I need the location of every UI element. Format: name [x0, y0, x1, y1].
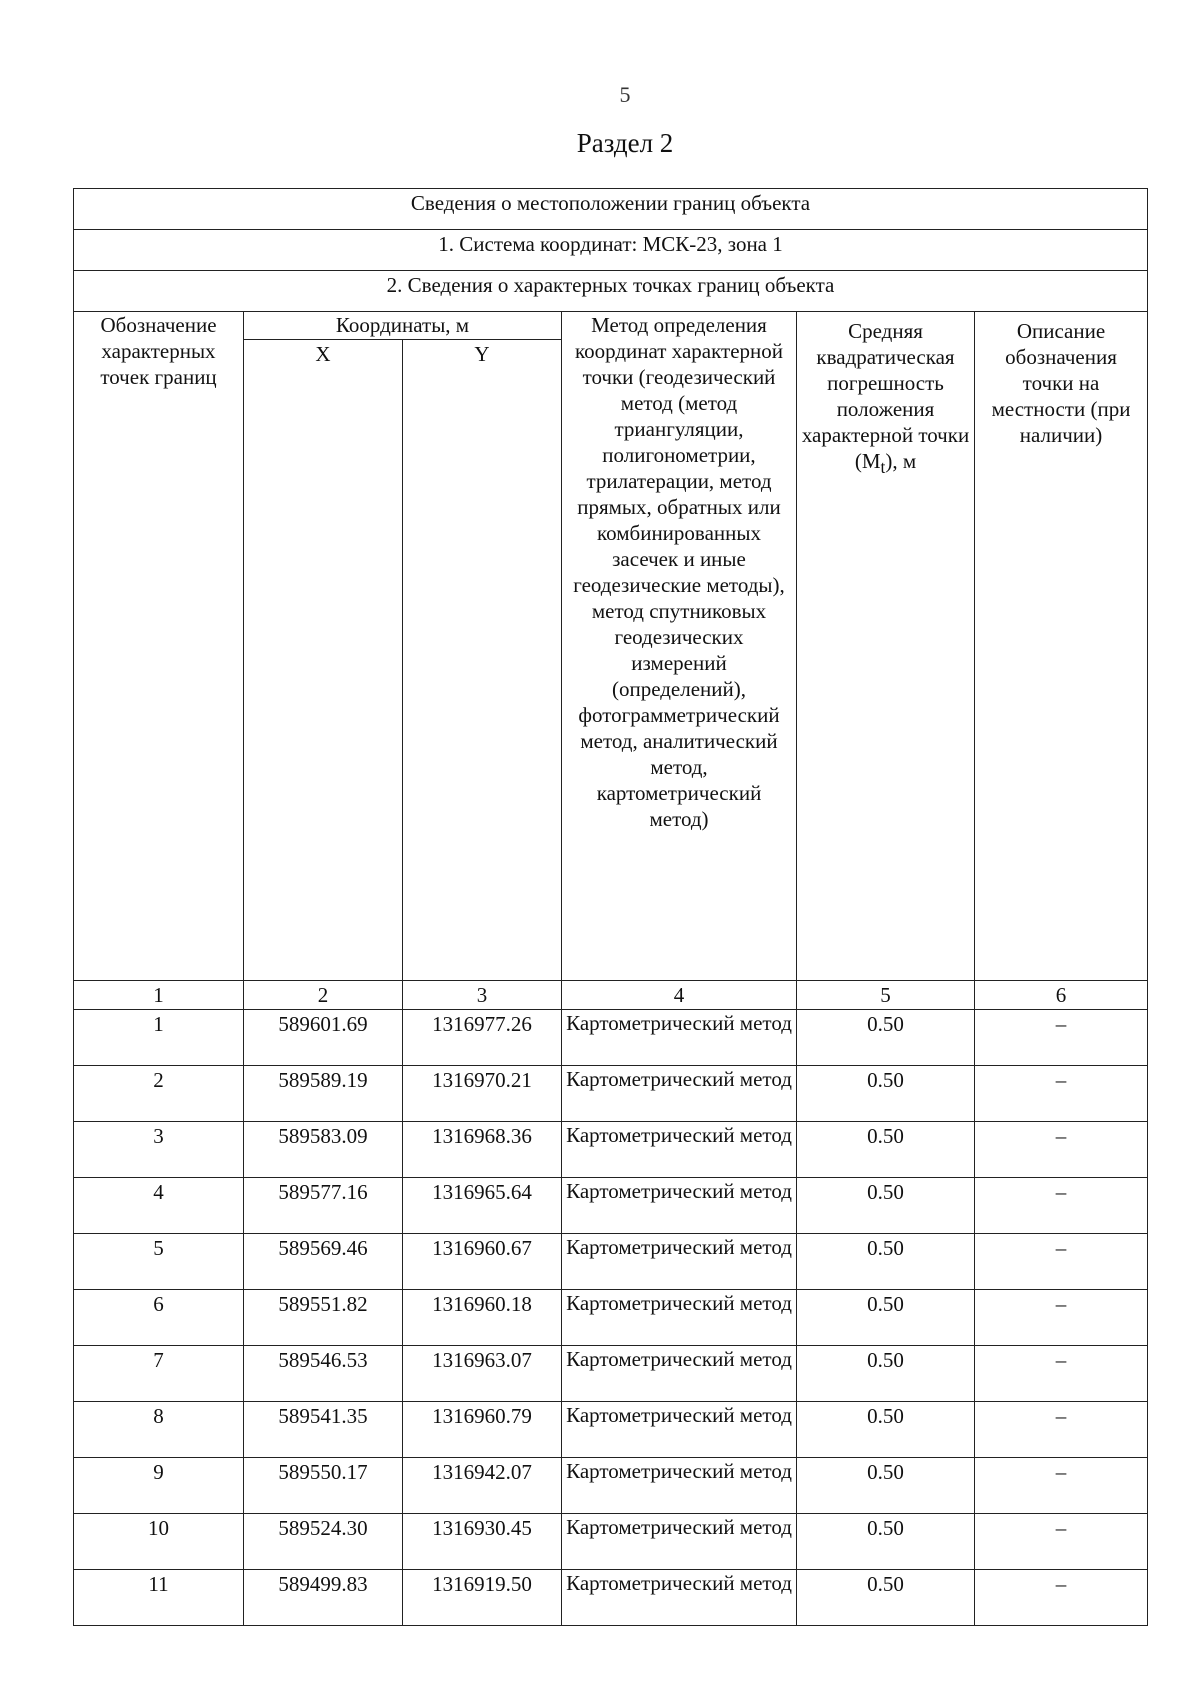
y-cell: 1316968.36	[403, 1122, 562, 1178]
point-cell: 5	[74, 1234, 244, 1290]
y-cell: 1316960.79	[403, 1402, 562, 1458]
method-cell: Картометрический метод	[562, 1570, 797, 1626]
column-number: 5	[797, 981, 975, 1010]
point-cell: 10	[74, 1514, 244, 1570]
table-row	[74, 1290, 1148, 1346]
description-cell: –	[975, 1570, 1148, 1626]
header-x: X	[244, 340, 403, 981]
column-number: 1	[74, 981, 244, 1010]
method-cell: Картометрический метод	[562, 1402, 797, 1458]
method-cell: Картометрический метод	[562, 1010, 797, 1066]
boundary-points-table	[73, 188, 1148, 1626]
page-number: 5	[619, 82, 631, 107]
accuracy-cell: 0.50	[797, 1234, 975, 1290]
table-row	[74, 1234, 1148, 1290]
x-cell: 589546.53	[244, 1346, 403, 1402]
point-cell: 6	[74, 1290, 244, 1346]
method-cell: Картометрический метод	[562, 1458, 797, 1514]
header-accuracy	[797, 312, 975, 981]
description-cell: –	[975, 1290, 1148, 1346]
table-row	[74, 1570, 1148, 1626]
header-coordinates: Координаты, м	[244, 312, 562, 340]
accuracy-cell: 0.50	[797, 1290, 975, 1346]
accuracy-cell: 0.50	[797, 1570, 975, 1626]
x-cell: 589589.19	[244, 1066, 403, 1122]
table-row	[74, 1514, 1148, 1570]
point-cell: 4	[74, 1178, 244, 1234]
description-cell: –	[975, 1346, 1148, 1402]
x-cell: 589499.83	[244, 1570, 403, 1626]
x-cell: 589583.09	[244, 1122, 403, 1178]
y-cell: 1316963.07	[403, 1346, 562, 1402]
accuracy-cell: 0.50	[797, 1346, 975, 1402]
table-row	[74, 1010, 1148, 1066]
accuracy-cell: 0.50	[797, 1010, 975, 1066]
column-number: 3	[403, 981, 562, 1010]
table-row	[74, 1122, 1148, 1178]
header-accuracy-text: Средняя квадратическая погрешность положения характерной точки (M	[801, 319, 970, 473]
x-cell: 589541.35	[244, 1402, 403, 1458]
y-cell: 1316970.21	[403, 1066, 562, 1122]
description-cell: –	[975, 1402, 1148, 1458]
description-cell: –	[975, 1122, 1148, 1178]
accuracy-cell: 0.50	[797, 1458, 975, 1514]
method-cell: Картометрический метод	[562, 1290, 797, 1346]
header-designation: Обозначение характерных точек границ	[74, 312, 244, 981]
x-cell: 589577.16	[244, 1178, 403, 1234]
column-numbers-row	[74, 981, 1148, 1010]
table-row	[74, 1346, 1148, 1402]
x-cell: 589601.69	[244, 1010, 403, 1066]
method-cell: Картометрический метод	[562, 1346, 797, 1402]
table-row	[74, 1066, 1148, 1122]
header-y: Y	[403, 340, 562, 981]
x-cell: 589524.30	[244, 1514, 403, 1570]
x-cell: 589550.17	[244, 1458, 403, 1514]
accuracy-cell: 0.50	[797, 1178, 975, 1234]
method-cell: Картометрический метод	[562, 1066, 797, 1122]
description-cell: –	[975, 1458, 1148, 1514]
x-cell: 589551.82	[244, 1290, 403, 1346]
method-cell: Картометрический метод	[562, 1122, 797, 1178]
x-cell: 589569.46	[244, 1234, 403, 1290]
point-cell: 9	[74, 1458, 244, 1514]
point-cell: 7	[74, 1346, 244, 1402]
column-number: 4	[562, 981, 797, 1010]
table-caption: Сведения о местоположении границ объекта	[74, 189, 1148, 230]
description-cell: –	[975, 1234, 1148, 1290]
method-cell: Картометрический метод	[562, 1178, 797, 1234]
description-cell: –	[975, 1010, 1148, 1066]
y-cell: 1316977.26	[403, 1010, 562, 1066]
y-cell: 1316919.50	[403, 1570, 562, 1626]
accuracy-cell: 0.50	[797, 1514, 975, 1570]
point-cell: 8	[74, 1402, 244, 1458]
accuracy-cell: 0.50	[797, 1402, 975, 1458]
header-accuracy-unit: ), м	[885, 449, 917, 473]
column-number: 6	[975, 981, 1148, 1010]
coordinate-system-row: 1. Система координат: МСК-23, зона 1	[74, 230, 1148, 271]
point-cell: 3	[74, 1122, 244, 1178]
accuracy-cell: 0.50	[797, 1066, 975, 1122]
table-row	[74, 1402, 1148, 1458]
accuracy-cell: 0.50	[797, 1122, 975, 1178]
section-title: Раздел 2	[576, 128, 674, 158]
method-cell: Картометрический метод	[562, 1234, 797, 1290]
point-cell: 2	[74, 1066, 244, 1122]
column-number: 2	[244, 981, 403, 1010]
description-cell: –	[975, 1514, 1148, 1570]
points-section-title: 2. Сведения о характерных точках границ объекта	[74, 271, 1148, 312]
y-cell: 1316965.64	[403, 1178, 562, 1234]
description-cell: –	[975, 1066, 1148, 1122]
method-cell: Картометрический метод	[562, 1514, 797, 1570]
point-cell: 11	[74, 1570, 244, 1626]
description-cell: –	[975, 1178, 1148, 1234]
y-cell: 1316942.07	[403, 1458, 562, 1514]
y-cell: 1316930.45	[403, 1514, 562, 1570]
y-cell: 1316960.18	[403, 1290, 562, 1346]
table-row	[74, 1178, 1148, 1234]
header-accuracy-subscript: t	[880, 457, 886, 478]
y-cell: 1316960.67	[403, 1234, 562, 1290]
point-cell: 1	[74, 1010, 244, 1066]
header-description: Описание обозначения точки на местности (при наличии)	[975, 312, 1148, 981]
header-method: Метод определения координат характерной точки (геодезический метод (метод триангуляции, полигонометрии, трилатерации, метод прямых, обратных или комбинированных засечек и иные геодезические методы), метод спутниковых геодезических измерений (определений), фотограмметрический метод, аналитический метод, картометрический метод)	[562, 312, 797, 981]
table-row	[74, 1458, 1148, 1514]
